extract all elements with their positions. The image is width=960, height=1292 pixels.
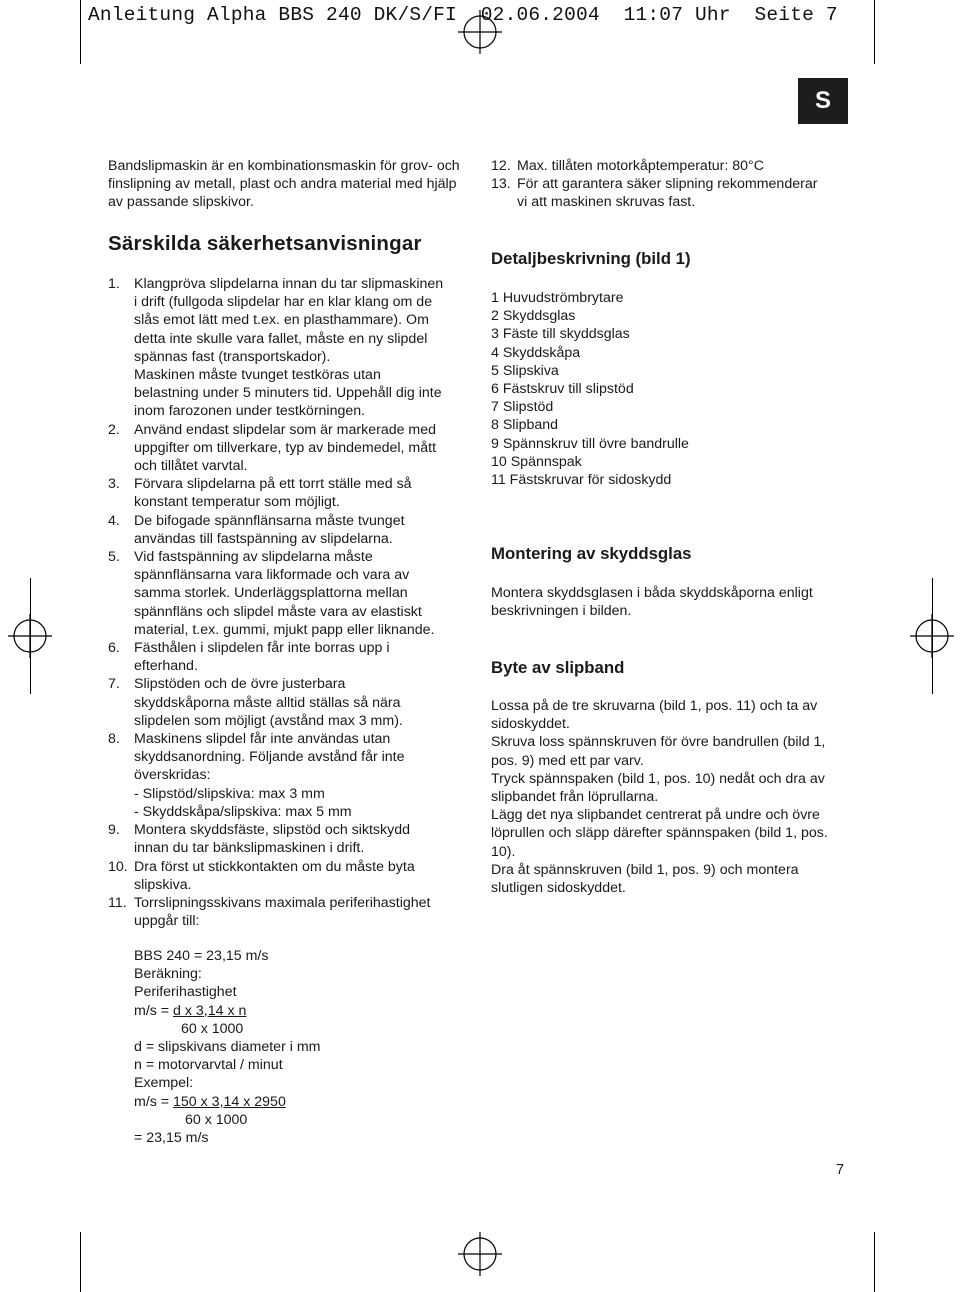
safety-item-line: spännflänsarna vara likformade och vara av bbox=[134, 567, 410, 584]
part-item: 8 Slipband bbox=[491, 417, 559, 434]
safety-item-line: Använd endast slipdelar som är markerade med bbox=[134, 421, 437, 438]
safety-item-number: 2. bbox=[108, 421, 120, 438]
safety-item-number: 8. bbox=[108, 731, 120, 748]
safety-item bbox=[108, 275, 478, 421]
part-item: 4 Skyddskåpa bbox=[491, 344, 581, 361]
registration-stem-right bbox=[932, 578, 933, 694]
safety-item-line: Klangpröva slipdelarna innan du tar slipmaskinen bbox=[134, 276, 444, 292]
safety-item-number: 4. bbox=[108, 512, 120, 529]
safety-item-line: uppgår till: bbox=[134, 913, 200, 930]
extra-safety-item-line: Max. tillåten motorkåptemperatur: 80°C bbox=[517, 158, 764, 174]
safety-item-line: användas till fastspänning av slipdelarna. bbox=[134, 530, 393, 547]
band-step: Skruva loss spännskruven för övre bandrullen (bild 1, pos. 9) med ett par varv. bbox=[491, 734, 826, 769]
safety-item-line: slipdelen som möjligt (avstånd max 3 mm). bbox=[134, 712, 403, 729]
formula-numerator: d x 3,14 x n bbox=[173, 1002, 247, 1019]
extra-safety-item bbox=[491, 157, 861, 175]
safety-item-line: slipskiva. bbox=[134, 876, 192, 893]
parts-list bbox=[491, 289, 861, 489]
safety-item-line: Slipstöden och de övre justerbara bbox=[134, 676, 346, 693]
trim-line-bottom-left bbox=[80, 1232, 81, 1292]
safety-item-line: material, t.ex. gummi, mjukt papp eller liknande. bbox=[134, 621, 435, 638]
safety-item-line: i drift (fullgoda slipdelar har en klar klang om de bbox=[134, 294, 433, 311]
safety-item-line: Dra först ut stickkontakten om du måste byta bbox=[134, 858, 415, 875]
safety-item bbox=[108, 475, 478, 511]
safety-item-line: skyddskåporna måste alltid ställas så nära bbox=[134, 694, 401, 711]
safety-heading: Särskilda säkerhetsanvisningar bbox=[108, 232, 422, 255]
part-item: 5 Slipskiva bbox=[491, 362, 559, 379]
safety-item-line: uppgifter om tillverkare, typ av bindemedel, mått bbox=[134, 439, 437, 456]
safety-instructions-list bbox=[108, 275, 478, 930]
part-item: 1 Huvudströmbrytare bbox=[491, 290, 624, 306]
part-item: 10 Spännspak bbox=[491, 453, 582, 470]
part-item: 9 Spännskruv till övre bandrulle bbox=[491, 435, 689, 452]
extra-safety-item bbox=[491, 175, 861, 211]
calc-result: = 23,15 m/s bbox=[134, 1130, 209, 1147]
trim-line-right bbox=[874, 0, 875, 64]
band-step: Dra åt spännskruven (bild 1, pos. 9) och montera slutligen sidoskyddet. bbox=[491, 861, 799, 897]
safety-item-number: 9. bbox=[108, 822, 120, 839]
safety-item bbox=[108, 821, 478, 857]
safety-item-line: Förvara slipdelarna på ett torrt ställe med så bbox=[134, 476, 412, 493]
part-item: 11 Fästskruvar för sidoskydd bbox=[491, 472, 672, 489]
safety-item-line: slås emot lätt med t.ex. en plasthammare). Om bbox=[134, 312, 429, 329]
safety-item bbox=[108, 421, 478, 476]
safety-item-line: detta inte skulle vara fallet, måste en ny slipdel bbox=[134, 330, 428, 347]
safety-item-line: och tillåtet varvtal. bbox=[134, 458, 248, 475]
safety-item bbox=[108, 639, 478, 675]
safety-item-line: skyddsanordning. Följande avstånd får inte bbox=[134, 749, 405, 766]
band-step: Lägg det nya slipbandet centrerat på undre och övre löprullen och släpp därefter spännspaken (bild 1, pos. 10). bbox=[491, 807, 828, 860]
extra-safety-list bbox=[491, 157, 861, 212]
band-instructions bbox=[491, 697, 853, 897]
safety-item-line: efterhand. bbox=[134, 658, 198, 675]
safety-item-line: Fästhålen i slipdelen får inte borras upp i bbox=[134, 640, 390, 657]
part-item: 7 Slipstöd bbox=[491, 399, 554, 416]
example-line bbox=[134, 1093, 464, 1111]
page-number: 7 bbox=[836, 1162, 845, 1178]
registration-mark-bottom-icon bbox=[458, 1232, 502, 1276]
print-slug-header: Anleitung Alpha BBS 240 DK/S/FI 02.06.2004 11:07 Uhr Seite 7 bbox=[88, 4, 838, 26]
safety-item-number: 1. bbox=[108, 276, 120, 292]
band-step: Lossa på de tre skruvarna (bild 1, pos. 11) och ta av sidoskyddet. bbox=[491, 698, 818, 733]
safety-item-line: Maskinens slipdel får inte användas utan bbox=[134, 731, 391, 748]
safety-item bbox=[108, 858, 478, 894]
extra-safety-item-line: vi att maskinen skruvas fast. bbox=[517, 194, 696, 211]
safety-item-line: Montera skyddsfäste, slipstöd och siktskydd bbox=[134, 822, 410, 839]
definition-d: d = slipskivans diameter i mm bbox=[134, 1039, 321, 1056]
example-numerator: 150 x 3,14 x 2950 bbox=[173, 1093, 286, 1110]
example-label: Exempel: bbox=[134, 1075, 194, 1092]
safety-item-line: samma storlek. Underläggsplattorna mellan bbox=[134, 585, 408, 602]
formula-prefix: m/s = bbox=[134, 1002, 174, 1019]
example-denominator: 60 x 1000 bbox=[185, 1111, 248, 1128]
example-prefix: m/s = bbox=[134, 1093, 174, 1110]
safety-item-number: 5. bbox=[108, 549, 120, 566]
safety-item bbox=[108, 675, 478, 730]
safety-item-line: Vid fastspänning av slipdelarna måste bbox=[134, 549, 373, 566]
band-step: Tryck spännspaken (bild 1, pos. 10) nedåt och dra av slipbandet från löprullarna. bbox=[491, 770, 825, 806]
safety-item-line: belastning under 5 minuters tid. Uppehåll dig inte bbox=[134, 385, 442, 402]
extra-safety-item-number: 12. bbox=[491, 158, 511, 174]
detail-heading: Detaljbeskrivning (bild 1) bbox=[491, 249, 691, 268]
safety-item-number: 11. bbox=[108, 894, 127, 911]
safety-item-number: 3. bbox=[108, 476, 120, 493]
safety-item bbox=[108, 894, 478, 930]
language-tab: S bbox=[798, 78, 848, 124]
safety-item-number: 6. bbox=[108, 640, 120, 657]
safety-item-line: spännfläns och slipdel måste vara av elastiskt bbox=[134, 603, 422, 620]
formula-line bbox=[134, 1002, 464, 1020]
band-heading: Byte av slipband bbox=[491, 658, 625, 677]
safety-item-line: innan du tar bänkslipmaskinen i drift. bbox=[134, 840, 365, 857]
extra-safety-item-line: För att garantera säker slipning rekommenderar bbox=[517, 176, 818, 193]
part-item: 6 Fästskruv till slipstöd bbox=[491, 381, 634, 398]
safety-item-line: konstant temperatur som möjligt. bbox=[134, 494, 340, 511]
part-item: 2 Skyddsglas bbox=[491, 308, 576, 325]
mount-text: Montera skyddsglasen i båda skyddskåporna enligt beskrivningen i bilden. bbox=[491, 585, 813, 620]
safety-item-line: De bifogade spännflänsarna måste tvunget bbox=[134, 512, 405, 529]
safety-item-line: spännas fast (transportskador). bbox=[134, 348, 331, 365]
periph-label: Periferihastighet bbox=[134, 984, 237, 1001]
safety-item-number: 10. bbox=[108, 858, 128, 875]
trim-line-bottom-right bbox=[874, 1232, 875, 1292]
safety-item bbox=[108, 548, 478, 639]
part-item: 3 Fäste till skyddsglas bbox=[491, 326, 630, 343]
registration-stem-left bbox=[30, 578, 31, 694]
calc-label: Beräkning: bbox=[134, 966, 202, 983]
speed-value: BBS 240 = 23,15 m/s bbox=[134, 948, 269, 964]
safety-item-line: - Slipstöd/slipskiva: max 3 mm bbox=[134, 785, 325, 802]
registration-mark-top-icon bbox=[458, 10, 502, 54]
mount-heading: Montering av skyddsglas bbox=[491, 544, 692, 563]
safety-item-line: överskridas: bbox=[134, 767, 211, 784]
safety-item bbox=[108, 512, 478, 548]
formula-denominator: 60 x 1000 bbox=[181, 1020, 244, 1037]
safety-item-line: - Skyddskåpa/slipskiva: max 5 mm bbox=[134, 803, 352, 820]
speed-calculation bbox=[134, 947, 464, 1147]
definition-n: n = motorvarvtal / minut bbox=[134, 1057, 283, 1074]
safety-item bbox=[108, 730, 478, 821]
safety-item-number: 7. bbox=[108, 676, 120, 693]
trim-line-left bbox=[80, 0, 81, 64]
safety-item-line: Torrslipningsskivans maximala periferihastighet bbox=[134, 894, 431, 911]
extra-safety-item-number: 13. bbox=[491, 176, 511, 193]
safety-item-line: inom farozonen under testkörningen. bbox=[134, 403, 366, 420]
intro-paragraph: Bandslipmaskin är en kombinationsmaskin för grov- och finslipning av metall, plast och andra material med hjälp av passande slipskivor. bbox=[108, 158, 460, 211]
safety-item-line: Maskinen måste tvunget testköras utan bbox=[134, 367, 381, 384]
